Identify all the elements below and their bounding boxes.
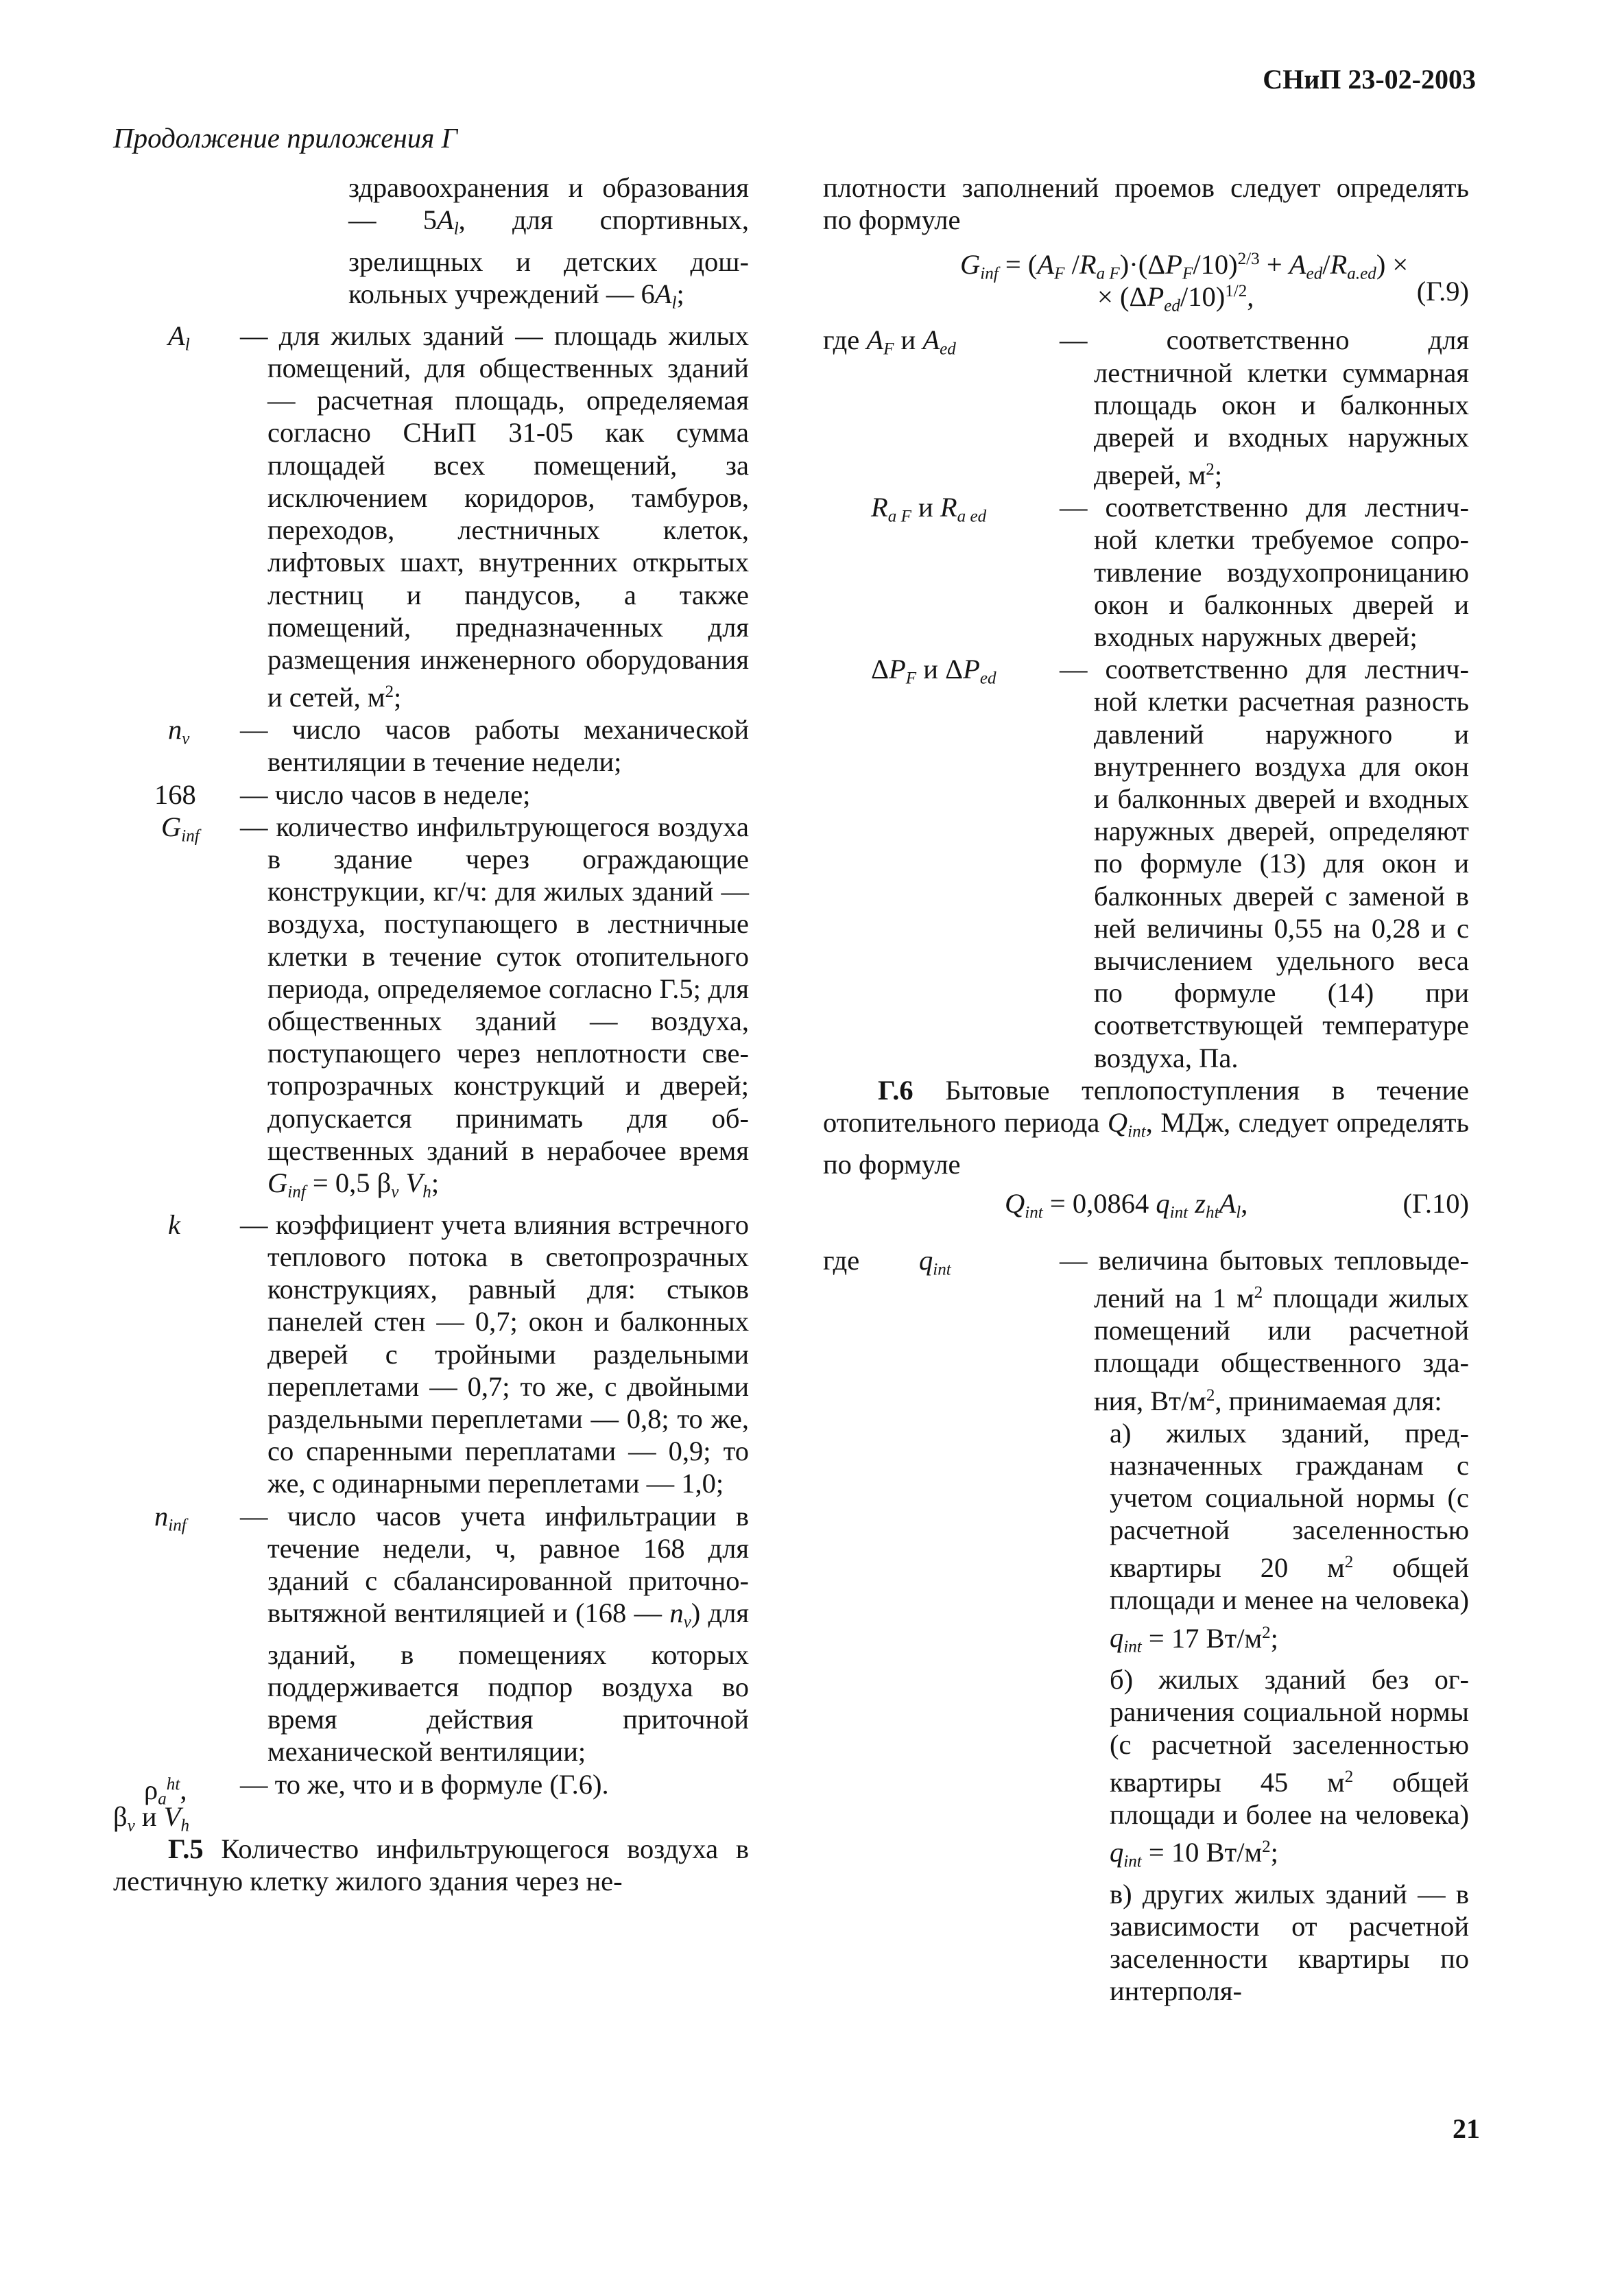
definition-Al (113, 320, 749, 713)
qint-items (1110, 1417, 1469, 2008)
formula-line: $G_{inf} = (A_F$ $/R_{a F})\cdot(\Delta P_F/10)^{2/3} + A_{ed}/R_{a.ed}$) × (960, 249, 1409, 283)
right-column (823, 171, 1469, 2007)
definition-AF-Aed (823, 324, 1469, 491)
symbol: $A_l$ (168, 320, 190, 355)
list-item: б) жилых зданий без ограничения социальной нормы (с расчетной заселенностью квартиры 45 $м^2$ общей площади и более на человека) $q_{int} = 10$ $Вт/м^2$; (1110, 1664, 1469, 1871)
definition-text: — то же, что и в формуле (Г.6). (240, 1768, 609, 1800)
symbol: k (168, 1209, 180, 1240)
formula-line: × $(\Delta P_{ed}/10)^{1/2}$, (Г.9) (1097, 276, 1469, 316)
symbol: $R_{a F}$ и $R_{a ed}$ (871, 492, 987, 526)
definition-qint (823, 1244, 1469, 1417)
definition-nv (113, 713, 749, 778)
symbol: $\beta_v$ и $V_h$ (113, 1800, 190, 1835)
definition-text: — количество инфильтрующегося воздуха в здание через ограждающие конструкции, кг/ч: для жилых зданий — воздуха, поступающего в лестничные клетки в течение суток отопительного периода, определяемое согласно Г.5; для общественных зданий — воздуха, поступающего через неплотности светопрозрачных конструкций и дверей; допускается принимать для общественных зданий в нерабочее время $G_{inf} = 0,5$ $\beta_v$ $V_h$; (240, 811, 749, 1202)
definition-text: — соответственно для лестничной клетки требуемое сопротивление воздухопроницанию окон и балконных дверей и входных наружных дверей; (1060, 492, 1469, 653)
left-column (113, 171, 749, 1897)
formula-g10 (823, 1187, 1469, 1220)
where-label: где (823, 1245, 860, 1276)
symbol: $n_{inf}$ (154, 1500, 187, 1535)
formula-number: (Г.10) (1402, 1188, 1469, 1220)
definition-text: — число часов работы механической вентиляции в течение недели; (240, 714, 749, 778)
definition-168 (113, 778, 749, 811)
definition-Ginf (113, 811, 749, 1209)
definition-RaF-Raed (823, 491, 1469, 653)
formula-number: (Г.9) (1416, 276, 1469, 307)
continuation-heading: Продолжение приложения Г (113, 122, 457, 154)
symbol: $\Delta P_F$ и $\Delta P_{ed}$ (871, 654, 996, 688)
definition-k (113, 1209, 749, 1500)
clause-g6: Г.6 Бытовые теплопоступления в течение отопительного периода $Q_{int}$, МДж, следует определять по формуле (823, 1074, 1469, 1180)
definition-text: — соответственно для лестничной клетки суммарная площадь окон и балконных дверей и входных наружных дверей, $м^2$; (1060, 324, 1469, 491)
symbol: 168 (154, 778, 196, 810)
clause-g5: Г.5 Количество инфильтрующегося воздуха в лестичную клетку жилого здания через не- (113, 1833, 749, 1897)
symbol: $\rho_a^{ht}$, (144, 1774, 187, 1808)
list-item: в) других жилых зданий — в зависимости от расчетной заселенности квартиры по интерполя- (1110, 1878, 1469, 2007)
definition-text: — коэффициент учета влияния встречного теплового потока в светопрозрачных конструкциях, равный для: стыков панелей стен — 0,7; окон и балконных дверей с тройными раздельными переплетами — 0,7; то же, с двойными раздельными переплетами — 0,8; то же, со спаренными переплатами — 0,9; то же, с одинарными переплетами — 1,0; (240, 1209, 749, 1499)
definition-ninf (113, 1500, 749, 1768)
definition-rho-beta-V (113, 1768, 749, 1833)
document-code: СНиП 23-02-2003 (1263, 64, 1476, 95)
definition-text: — величина бытовых тепловыделений на 1 $м^2$ площади жилых помещений или расчетной площади общественного здания, $Вт/м^2$, принимаемая для: (1060, 1245, 1469, 1416)
symbol: где $A_F$ и $A_{ed}$ (823, 324, 956, 359)
formula-g9 (823, 243, 1469, 316)
list-item: а) жилых зданий, предназначенных гражданам с учетом социальной нормы (с расчетной заселенностью квартиры 20 $м^2$ общей площади и менее на человека) $q_{int} = 17$ $Вт/м^2$; (1110, 1417, 1469, 1656)
right-intro: плотности заполнений проемов следует определять по формуле (823, 172, 1469, 236)
definition-text: — соответственно для лестничной клетки расчетная разность давлений наружного и внутреннего воздуха для окон и балконных дверей и входных наружных дверей, определяют по формуле (13) для окон и балконных дверей с заменой в ней величины 0,55 на 0,28 и с вычислением удельного веса по формуле (14) при соответствующей температуре воздуха, Па. (1060, 654, 1469, 1073)
definition-text: — для жилых зданий — площадь жилых помещений, для общественных зданий — расчетная площадь, определяемая согласно СНиП 31-05 как сумма площадей всех помещений, за исключением коридоров, тамбуров, переходов, лестничных клеток, лифтовых шахт, внутренних открытых лестниц и пандусов, а также помещений, предназначенных для размещения инженерного оборудования и сетей, $м^2$; (240, 320, 749, 713)
symbol: $n_v$ (168, 714, 190, 748)
page-number: 21 (1453, 2113, 1480, 2144)
symbol: $q_{int}$ (919, 1245, 951, 1279)
symbol: $G_{inf}$ (161, 811, 200, 846)
intro-continued: здравоохранения и образования — $5A_l$, для спортивных, зрелищных и детских дошкольных учреждений — $6A_l$; (348, 172, 749, 313)
formula-line: $Q_{int} = 0,0864$ $q_{int}$ $z_{ht}A_l$, (Г.10) (1005, 1188, 1469, 1222)
definition-text: — число часов в неделе; (240, 778, 531, 810)
definition-text: — число часов учета инфильтрации в течение недели, ч, равное 168 для зданий с сбалансированной приточно-вытяжной вентиляцией и (168 — $n_v$) для зданий, в помещениях которых поддерживается подпор воздуха во время действия приточной механической вентиляции; (240, 1500, 749, 1768)
definition-dPF-dPed (823, 653, 1469, 1074)
